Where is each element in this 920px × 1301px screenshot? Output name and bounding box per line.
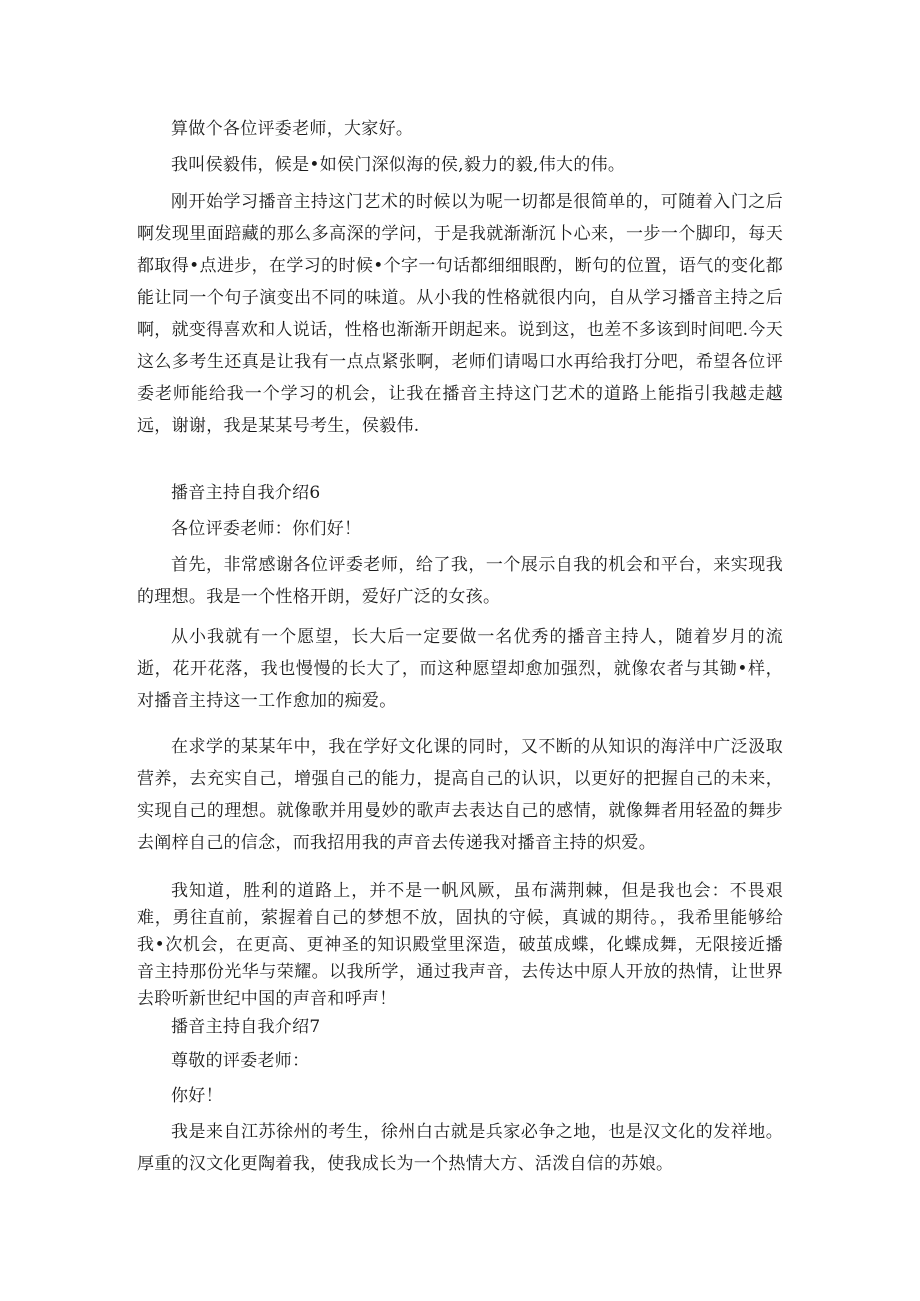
section-heading-6: 播音主持自我介绍6 xyxy=(171,483,321,503)
hometown-paragraph: 我是来自江苏徐州的考生，徐州白古就是兵家必争之地，也是汉文化的发祥地。厚重的汉文化更陶着我，使我成长为一个热情大方、活泼自信的苏娘。 xyxy=(137,1122,783,1174)
determination-paragraph: 我知道，胜利的道路上，并不是一帆风厥，虽布满荆棘，但是我也会：不畏艰难，勇往直前，萦握着自己的梦想不放，固执的守候，真诚的期待。，我希里能够给我•次机会，在更高、更神圣的知识殿堂里深造，破茧成蝶，化蝶成舞，无限接近播音主持那份光华与荣耀。以我所学，通过我声音，去传达中原人开放的热情，让世界去聆听新世纪中国的声音和呼声！ xyxy=(137,881,783,1009)
greeting-paragraph: 算做个各位评委老师，大家好。 xyxy=(171,119,414,139)
thanks-paragraph: 首先，非常感谢各位评委老师，给了我，一个展示自我的机会和平台，来实现我的理想。我是一个性格开朗，爱好广泛的女孩。 xyxy=(137,555,783,607)
hello-paragraph: 你好！ xyxy=(171,1086,223,1106)
study-experience-paragraph: 刚开始学习播音主持这门艺术的时候以为呢一切都是很简单的，可随着入门之后啊发现里面踣藏的那么多高深的学问，于是我就渐渐沉卜心来，一步一个脚印，每天都取得•点进步，在学习的时候•个字一句话都细细眼酌，断句的位置，语气的变化都能让同一个句子演变出不同的味道。从小我的性格就很内向，自从学习播音主持之后啊，就变得喜欢和人说话，性格也渐渐开朗起来。说到这，也差不多该到时间吧.今天这么多考生还真是让我有一点点紧张啊，老师们请喝口水再给我打分吧，希望各位评委老师能给我一个学习的机会，让我在播音主持这门艺术的道路上能指引我越走越远，谢谢，我是某某号考生，侯毅伟. xyxy=(137,192,783,436)
section-heading-7: 播音主持自我介绍7 xyxy=(171,1017,321,1037)
name-paragraph: 我叫侯毅伟，候是•如侯门深似海的侯,毅力的毅,伟大的伟。 xyxy=(171,155,626,175)
study-years-paragraph: 在求学的某某年中，我在学好文化课的同时，又不断的从知识的海洋中广泛汲取营养，去充实自己，增强自己的能力，提高自己的认识，以更好的把握自己的未来，实现自己的理想。就像歌并用曼妙的歌声去表达自己的感情，就像舞者用轻盈的舞步去阐梓自己的信念，而我招用我的声音去传递我对播音主持的炽爱。 xyxy=(137,737,783,853)
salutation-paragraph-6: 各位评委老师：你们好！ xyxy=(171,519,362,539)
wish-paragraph: 从小我就有一个愿望，长大后一定要做一名优秀的播音主持人，随着岁月的流逝，花开花落，我也慢慢的长大了，而这种愿望却愈加强烈，就像农者与其锄•样，对播音主持这一工作愈加的痴爱。 xyxy=(137,627,783,711)
salutation-paragraph-7: 尊敬的评委老师： xyxy=(171,1051,310,1071)
